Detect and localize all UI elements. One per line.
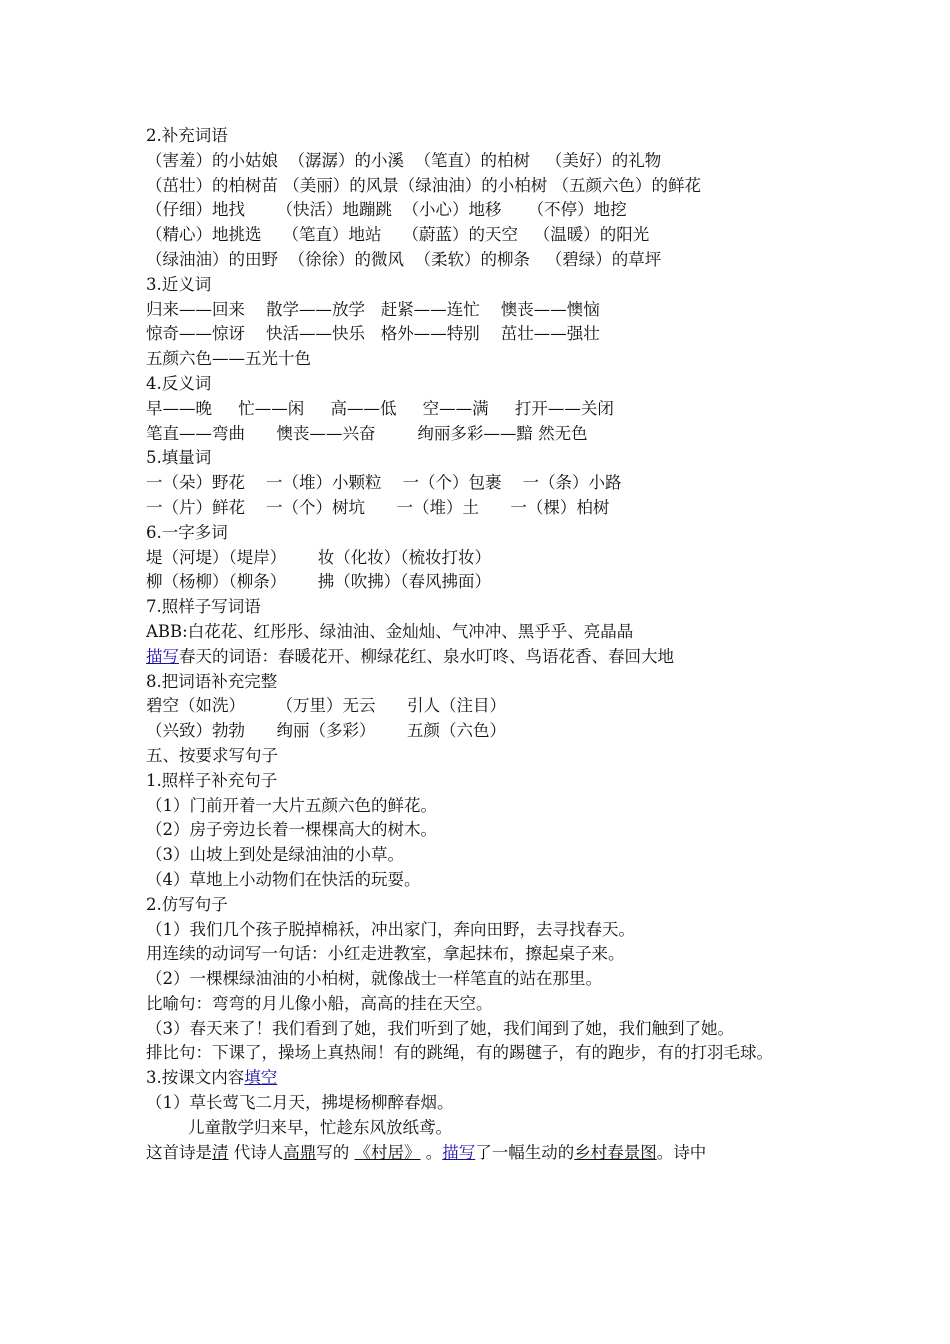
text-line: 归来——回来 散学——放学 赶紧——连忙 懊丧——懊恼	[146, 299, 600, 319]
text-span: 。诗中	[656, 1142, 707, 1162]
text-line	[146, 645, 826, 670]
text-line: （1）我们几个孩子脱掉棉袄，冲出家门，奔向田野，去寻找春天。	[146, 919, 635, 939]
text-span: 了一幅生动的	[475, 1142, 575, 1162]
section-heading: 3.近义词	[146, 274, 212, 294]
text-line: （茁壮）的柏树苗 （美丽）的风景（绿油油）的小柏树 （五颜六色）的鲜花	[146, 175, 701, 195]
text-line: （3）春天来了！我们看到了她，我们听到了她，我们闻到了她，我们触到了她。	[146, 1018, 734, 1038]
document-page	[146, 124, 826, 1165]
section-heading: 2.仿写句子	[146, 894, 228, 914]
text-span: 3.按课文内容	[146, 1068, 245, 1088]
answer-poet: 高鼎	[283, 1142, 317, 1162]
text-line: （2）一棵棵绿油油的小柏树，就像战士一样笔直的站在那里。	[146, 969, 602, 989]
text-line: ABB:白花花、红彤彤、绿油油、金灿灿、气冲冲、黑乎乎、亮晶晶	[146, 621, 634, 641]
text-line: 比喻句：弯弯的月儿像小船，高高的挂在天空。	[146, 993, 493, 1013]
describe-link[interactable]: 描写	[442, 1142, 476, 1162]
text-line: 堤（河堤）（堤岸） 妆（化妆）（梳妆打妆）	[146, 547, 491, 567]
part-heading: 五、按要求写句子	[146, 745, 278, 765]
text-line: 一（朵）野花 一（堆）小颗粒 一（个）包裹 一（条）小路	[146, 473, 622, 493]
text-span: 这首诗是	[146, 1142, 212, 1162]
section-heading: 5.填量词	[146, 448, 212, 468]
section-heading: 7.照样子写词语	[146, 597, 261, 617]
text-span: 。	[420, 1142, 443, 1162]
text-line: 碧空（如洗） （万里）无云 引人（注目）	[146, 696, 506, 716]
text-line: （2）房子旁边长着一棵棵高大的树木。	[146, 820, 437, 840]
text-line: （精心）地挑选 （笔直）地站 （蔚蓝）的天空 （温暖）的阳光	[146, 225, 650, 245]
section-heading: 1.照样子补充句子	[146, 770, 278, 790]
text-span: 写的	[316, 1142, 355, 1162]
text-line: 惊奇——惊讶 快活——快乐 格外——特别 茁壮——强壮	[146, 324, 600, 344]
text-line: （3）山坡上到处是绿油油的小草。	[146, 845, 404, 865]
text-line: （害羞）的小姑娘 （潺潺）的小溪 （笔直）的柏树 （美好）的礼物	[146, 150, 662, 170]
text-line: 笔直——弯曲 懊丧——兴奋 绚丽多彩——黯 然无色	[146, 423, 588, 443]
fill-blank-link[interactable]: 填空	[244, 1068, 278, 1088]
answer-dynasty: 清	[212, 1142, 229, 1162]
text-line: （1）草长莺飞二月天，拂堤杨柳醉春烟。	[146, 1093, 454, 1113]
text-line: 柳（杨柳）（柳条） 拂（吹拂）（春风拂面）	[146, 572, 491, 592]
answer-scene: 乡村春景图	[574, 1142, 657, 1162]
text-line: 排比句：下课了，操场上真热闹！有的跳绳，有的踢毽子，有的跑步，有的打羽毛球。	[146, 1043, 773, 1063]
text-line: 早——晚 忙——闲 高——低 空——满 打开——关闭	[146, 398, 614, 418]
section-heading: 6.一字多词	[146, 522, 228, 542]
text-line: 用连续的动词写一句话：小红走进教室，拿起抹布，擦起桌子来。	[146, 944, 625, 964]
text-line: 五颜六色——五光十色	[146, 349, 311, 369]
text-line: （绿油油）的田野 （徐徐）的微风 （柔软）的柳条 （碧绿）的草坪	[146, 249, 662, 269]
text-span: 春天的词语：春暖花开、柳绿花红、泉水叮咚、鸟语花香、春回大地	[179, 646, 674, 666]
text-span: 代诗人	[228, 1142, 284, 1162]
text-line: （仔细）地找 （快活）地蹦跳 （小心）地移 （不停）地挖	[146, 200, 627, 220]
section-heading	[146, 1066, 826, 1091]
section-heading: 8.把词语补充完整	[146, 671, 278, 691]
section-heading: 2.补充词语	[146, 126, 228, 145]
text-line: 一（片）鲜花 一（个）树坑 一（堆）土 一（棵）柏树	[146, 497, 610, 517]
describe-link[interactable]: 描写	[146, 646, 179, 666]
text-line: （4）草地上小动物们在快活的玩耍。	[146, 869, 421, 889]
text-line: 儿童散学归来早，忙趁东风放纸鸢。	[146, 1117, 452, 1137]
answer-poem-title: 《村居》	[354, 1142, 421, 1162]
text-line	[146, 1141, 826, 1166]
section-heading: 4.反义词	[146, 373, 212, 393]
text-line: （1）门前开着一大片五颜六色的鲜花。	[146, 795, 437, 815]
text-line: （兴致）勃勃 绚丽（多彩） 五颜（六色）	[146, 721, 506, 741]
